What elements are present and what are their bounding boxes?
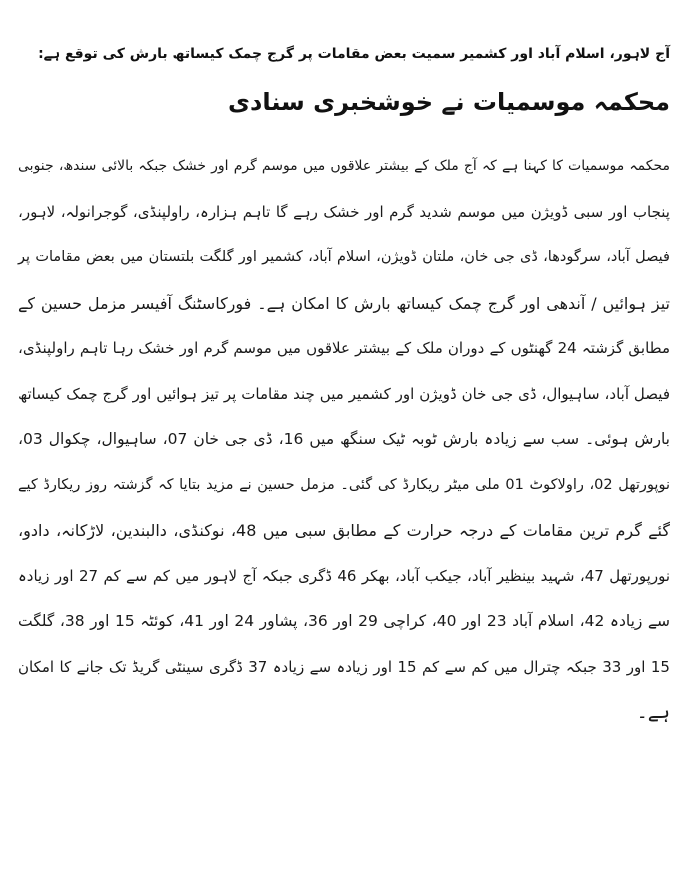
article-subheadline: محکمہ موسمیات نے خوشخبری سنادی: [228, 88, 670, 116]
body-line: پنجاب اور سبی ڈویژن میں موسم شدید گرم اور خشک رہے گا تاہم ہزارہ، راولپنڈی، گوجرانولہ، لاہور،: [18, 202, 670, 221]
body-line: نوپورتھل 02، راولاکوٹ 01 ملی میٹر ریکارڈ کی گئی۔ مزمل حسین نے مزید بتایا کہ گزشتہ روز ریکارڈ کیے: [18, 476, 670, 493]
news-article: [18, 0, 670, 736]
body-line: سے زیادہ 42، اسلام آباد 23 اور 40، کراچی 29 اور 36، پشاور 24 اور 41، کوئٹہ 15 اور 38، گلگت: [18, 612, 670, 630]
body-line: تیز ہوائیں / آندھی اور گرج چمک کیساتھ بارش کا امکان ہے۔ فورکاسٹنگ آفیسر مزمل حسین کے: [18, 293, 670, 313]
body-line: بارش ہوئی۔ سب سے زیادہ بارش ٹوبہ ٹیک سنگھ میں 16، ڈی جی خان 07، ساہیوال، چکوال 03،: [18, 430, 670, 448]
body-line: محکمہ موسمیات کا کہنا ہے کہ آج ملک کے بیشتر علاقوں میں موسم گرم اور خشک جبکہ بالائی سندھ، جنوبی: [18, 158, 670, 174]
article-headline: آج لاہور، اسلام آباد اور کشمیر سمیت بعض مقامات پر گرج چمک کیساتھ بارش کی توقع ہے:: [38, 46, 670, 62]
body-line-last: ہے۔: [636, 701, 670, 723]
body-line: مطابق گزشتہ 24 گھنٹوں کے دوران ملک کے بیشتر علاقوں میں موسم گرم اور خشک رہا تاہم راولپنڈی،: [18, 339, 671, 357]
body-line: فیصل آباد، ساہیوال، ڈی جی خان ڈویژن اور کشمیر میں چند مقامات پر تیز ہوائیں اور گرج چمک کیساتھ: [18, 384, 670, 403]
body-line: 15 اور 33 جبکہ چترال میں کم سے کم 15 اور زیادہ سے زیادہ 37 ڈگری سینٹی گریڈ تک جانے کا امکان: [18, 657, 670, 676]
body-line: گئے گرم ترین مقامات کے درجہ حرارت کے مطابق سبی میں 48، نوکنڈی، دالبندین، لاڑکانہ، دادو،: [18, 521, 670, 540]
body-line: فیصل آباد، سرگودھا، ڈی جی خان، ملتان ڈویژن، اسلام آباد، کشمیر اور گلگت بلتستان میں بعض مقامات پر: [18, 249, 670, 265]
article-body: [18, 144, 670, 736]
body-line: نورپورتھل 47، شہید بینظیر آباد، جیکب آباد، بھکر 46 ڈگری جبکہ آج لاہور میں کم سے کم 27 اور زیادہ: [18, 566, 670, 585]
